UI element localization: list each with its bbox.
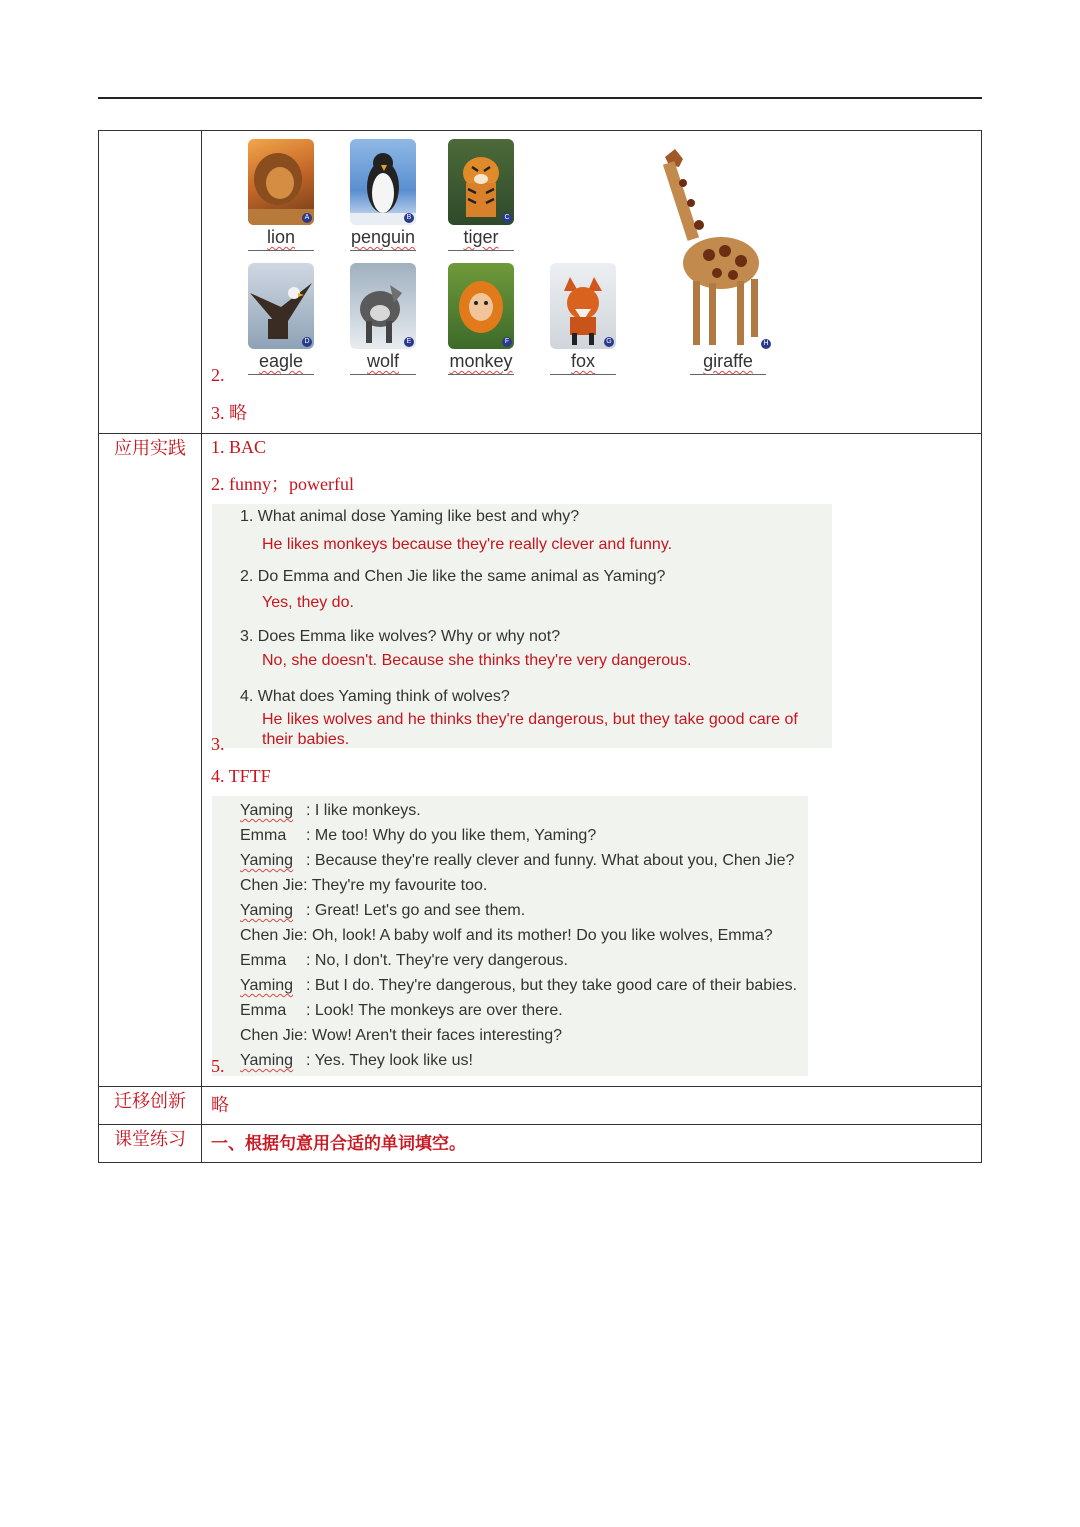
- row-label-empty: [99, 131, 202, 434]
- dialogue-line: Yaming : I like monkeys.: [240, 802, 421, 819]
- answer-line: [248, 374, 314, 375]
- animal-card-lion: [246, 139, 316, 251]
- dialogue-line: Emma : Look! The monkeys are over there.: [240, 1002, 563, 1019]
- animal-word: monkey: [449, 351, 513, 371]
- row-label: 课堂练习: [99, 1125, 202, 1163]
- answer-line: [350, 250, 416, 251]
- item-number-2: 2.: [211, 365, 225, 385]
- animal-word: tiger: [463, 227, 499, 247]
- wolf-image: E: [350, 263, 416, 349]
- practice-cell: [202, 434, 982, 1087]
- answer-line: [550, 374, 616, 375]
- dialogue-line: Yaming : But I do. They're dangerous, but they take good care of their babies.: [240, 977, 798, 994]
- answer-5: 5.: [211, 1056, 225, 1076]
- answer-line: [350, 374, 416, 375]
- monkey-image: F: [448, 263, 514, 349]
- qa-item: 1. What animal dose Yaming like best and why? He likes monkeys because they're really clever and funny.: [240, 508, 673, 553]
- table-row: [99, 1125, 982, 1163]
- animal-card-tiger: [446, 139, 516, 251]
- animal-word: eagle: [258, 351, 304, 371]
- animal-word: giraffe: [703, 351, 753, 371]
- exercise-heading: 一、根据句意用合适的单词填空。: [211, 1134, 466, 1154]
- animal-card-monkey: [446, 263, 516, 375]
- answer-1: 1. BAC: [211, 437, 267, 457]
- answer-4: 4. TFTF: [211, 766, 271, 786]
- animal-card-penguin: [348, 139, 418, 251]
- dialogue-line: Chen Jie: Oh, look! A baby wolf and its mother! Do you like wolves, Emma?: [240, 927, 773, 944]
- transfer-answer: 略: [211, 1095, 229, 1115]
- item-number-3: 3. 略: [211, 403, 247, 423]
- dialogue-line: Emma : No, I don't. They're very dangerous.: [240, 952, 568, 969]
- animal-word: wolf: [366, 351, 399, 371]
- exercise-cell: [202, 1125, 982, 1163]
- row-label: 迁移创新: [99, 1087, 202, 1125]
- lion-image: A: [248, 139, 314, 225]
- answer-line: [448, 250, 514, 251]
- giraffe-image: H: [657, 143, 777, 353]
- dialogue-line: Yaming : Yes. They look like us!: [240, 1052, 473, 1069]
- row-label: 应用实践: [99, 434, 202, 1087]
- answer-line: [690, 374, 766, 375]
- transfer-cell: [202, 1087, 982, 1125]
- penguin-image: B: [350, 139, 416, 225]
- fox-image: G: [550, 263, 616, 349]
- animal-card-eagle: [246, 263, 316, 375]
- dialogue-line: Yaming : Great! Let's go and see them.: [240, 902, 526, 919]
- lesson-table: [98, 130, 982, 1163]
- table-row: [99, 434, 982, 1087]
- qa-item: 3. Does Emma like wolves? Why or why not? No, she doesn't. Because she thinks they're very dangerous.: [240, 628, 692, 669]
- answer-line: [248, 250, 314, 251]
- dialogue-panel: [212, 796, 808, 1076]
- eagle-image: D: [248, 263, 314, 349]
- animal-word: lion: [266, 227, 296, 247]
- animal-word: penguin: [350, 227, 416, 247]
- answer-line: [448, 374, 514, 375]
- dialogue-line: Emma : Me too! Why do you like them, Yaming?: [240, 827, 597, 844]
- table-row: [99, 131, 982, 434]
- dialogue-line: Yaming : Because they're really clever and funny. What about you, Chen Jie?: [240, 852, 795, 869]
- dialogue-line: Chen Jie: Wow! Aren't their faces interesting?: [240, 1027, 563, 1044]
- qa-item: 2. Do Emma and Chen Jie like the same animal as Yaming? Yes, they do.: [240, 568, 666, 611]
- dialogue-line: Chen Jie: They're my favourite too.: [240, 877, 488, 894]
- animal-card-giraffe: [688, 349, 768, 375]
- qa-item: 4. What does Yaming think of wolves? He likes wolves and he thinks they're dangerous, but they take good care of their babies.: [240, 688, 798, 748]
- answer-2: 2. funny；powerful: [211, 474, 354, 494]
- animal-grid-cell: [202, 131, 982, 434]
- header-rule: [98, 97, 982, 99]
- animal-card-wolf: [348, 263, 418, 375]
- qa-panel: [212, 504, 832, 748]
- table-row: [99, 1087, 982, 1125]
- tiger-image: C: [448, 139, 514, 225]
- animal-card-fox: [548, 263, 618, 375]
- animal-word: fox: [570, 351, 595, 371]
- answer-3: 3.: [211, 734, 225, 754]
